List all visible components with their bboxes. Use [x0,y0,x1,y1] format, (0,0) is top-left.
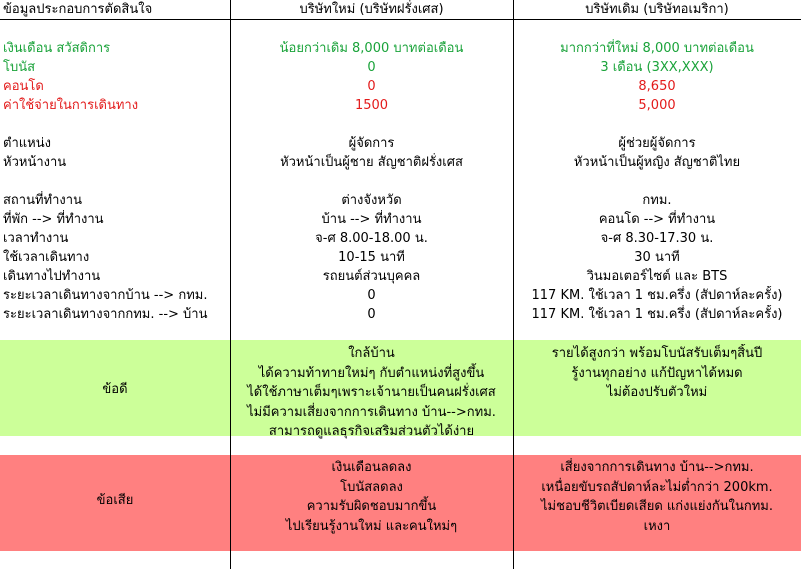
row-new-value: 0 [367,60,376,75]
row-new-value: 10-15 นาที [338,250,405,265]
list-item: ได้ใช้ภาษาเต็มๆเพราะเจ้านายเป็นคนฝรั่งเศส [247,385,496,400]
list-item: ความรับผิดชอบมากขึ้น [306,499,437,514]
row-old-value: คอนโด --> ที่ทำงาน [598,212,716,227]
row-new-value: ผู้จัดการ [348,136,395,151]
row-label: เดินทางไปทำงาน [3,269,101,284]
list-item: ใกล้บ้าน [348,346,395,361]
row-old-value: 8,650 [638,79,676,94]
row-old-value: วินมอเตอร์ไซต์ และ BTS [586,269,728,284]
row-label: ใช้เวลาเดินทาง [3,250,90,265]
list-item: ไม่ชอบชีวิตเบียดเสียด แก่งแย่งกันในกทม. [541,499,773,514]
row-old-value: จ-ศ 8.30-17.30 น. [600,231,714,246]
header-criteria: ข้อมูลประกอบการตัดสินใจ [3,2,153,17]
row-old-value: หัวหน้าเป็นผู้หญิง สัญชาติไทย [573,155,741,170]
list-item: เหงา [643,518,671,534]
row-label: โบนัส [3,60,36,75]
list-item: ไปเรียนรู้งานใหม่ และคนใหม่ๆ [285,518,458,534]
header-new-company: บริษัทใหม่ (บริษัทฝรั่งเศส) [299,2,444,17]
list-item: รู้งานทุกอย่าง แก้ปัญหาได้หมด [571,365,743,381]
row-label: ตำแหน่ง [3,136,51,151]
row-new-value: 1500 [354,98,389,113]
row-label: เงินเดือน สวัสดิการ [3,41,111,56]
list-item: รายได้สูงกว่า พร้อมโบนัสรับเต็มๆสิ้นปี [551,346,763,361]
row-label: หัวหน้างาน [3,155,67,170]
list-item: เสี่ยงจากการเดินทาง บ้าน-->กทม. [560,460,754,475]
list-item: ได้ความท้าทายใหม่ๆ กับตำแหน่งที่สูงขึ้น [258,365,485,381]
row-label: ระยะเวลาเดินทางจากกทม. --> บ้าน [3,307,208,322]
row-old-value: มากกว่าที่ใหม่ 8,000 บาทต่อเดือน [560,41,754,56]
row-old-value: 117 KM. ใช้เวลา 1 ชม.ครึ่ง (สัปดาห์ละครั้ง) [531,288,783,303]
row-old-value: 3 เดือน (3XX,XXX) [600,60,714,75]
row-label: คอนโด [3,79,44,94]
cons-label: ข้อเสีย [96,493,134,508]
cons-new-list [230,458,513,536]
row-old-value: 30 นาที [634,250,680,265]
row-old-value: 117 KM. ใช้เวลา 1 ชม.ครึ่ง (สัปดาห์ละครั้ง) [531,307,783,322]
row-old-value: ผู้ช่วยผู้จัดการ [618,136,696,151]
row-label: เวลาทำงาน [3,231,69,246]
row-label: ที่พัก --> ที่ทำงาน [3,212,104,227]
row-new-value: 0 [367,288,376,303]
row-new-value: 0 [367,307,376,322]
row-new-value: ต่างจังหวัด [341,193,402,208]
row-new-value: 0 [367,79,376,94]
row-new-value: รถยนต์ส่วนบุคคล [322,269,421,284]
row-new-value: บ้าน --> ที่ทำงาน [321,212,422,227]
row-new-value: หัวหน้าเป็นผู้ชาย สัญชาติฝรั่งเศส [280,155,463,170]
row-label: ระยะเวลาเดินทางจากบ้าน --> กทม. [3,288,208,303]
row-old-value: กทม. [642,193,672,208]
cons-old-list [513,458,801,536]
row-new-value: จ-ศ 8.00-18.00 น. [315,231,428,246]
row-label: ค่าใช้จ่ายในการเดินทาง [3,98,139,113]
header-old-company: บริษัทเดิม (บริษัทอเมริกา) [585,2,729,17]
list-item: สามารถดูแลธุรกิจเสริมส่วนตัวได้ง่าย [268,424,475,439]
list-item: โบนัสลดลง [340,479,403,495]
pros-label: ข้อดี [102,382,128,397]
row-new-value: น้อยกว่าเดิม 8,000 บาทต่อเดือน [279,41,464,56]
list-item: ไม่ต้องปรับตัวใหม่ [606,385,708,400]
header-divider [0,19,801,20]
row-label: สถานที่ทำงาน [3,193,82,208]
list-item: ไม่มีความเสี่ยงจากการเดินทาง บ้าน-->กทม. [247,404,496,420]
row-old-value: 5,000 [638,98,676,113]
list-item: เหนื่อยขับรถสัปดาห์ละไม่ต่ำกว่า 200km. [541,479,773,495]
list-item: เงินเดือนลดลง [331,460,412,475]
pros-old-list [513,344,801,403]
pros-new-list [230,344,513,442]
